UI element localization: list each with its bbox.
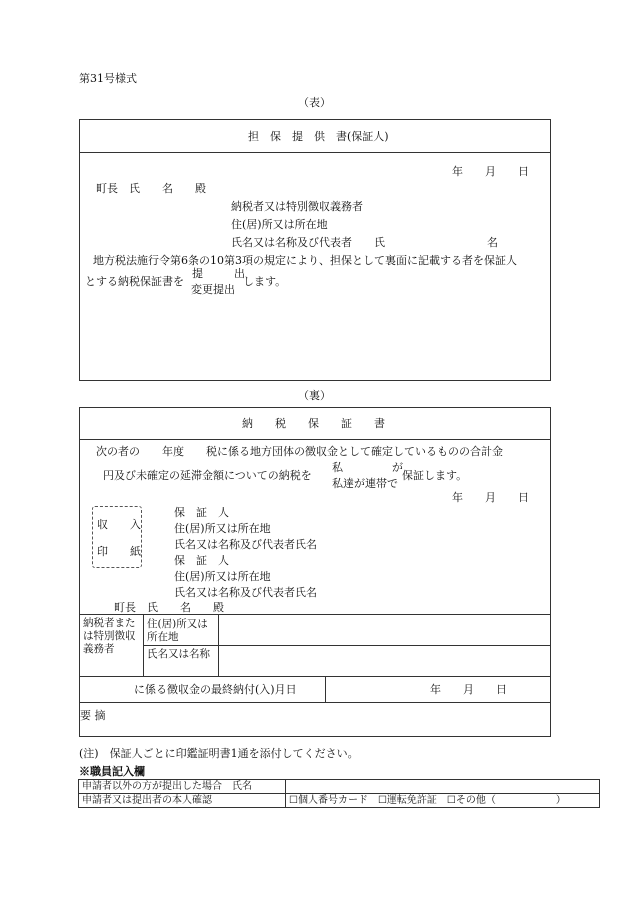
staff-row1-value[interactable] (286, 780, 600, 794)
staff-heading: ※職員記入欄 (79, 765, 145, 778)
final-payment-divider (325, 676, 326, 702)
revenue-stamp-label-2: 印 紙 (97, 545, 141, 558)
back-choice-top-left: 私 (332, 461, 343, 474)
front-body-line2-post: します。 (243, 275, 287, 288)
staff-row-2 (79, 794, 600, 808)
revenue-stamp-label-1: 収 入 (97, 518, 141, 531)
grid-bottom-line (79, 676, 551, 677)
back-date: 年 月 日 (452, 491, 529, 504)
front-addressee: 町長 氏 名 殿 (96, 182, 206, 195)
front-choice-top1: 提 (192, 267, 203, 280)
front-title: 担 保 提 供 書(保証人) (248, 130, 389, 143)
front-address-label: 住(居)所又は所在地 (231, 218, 328, 231)
back-addressee: 町長 氏 名 殿 (114, 601, 224, 614)
staff-row1-label: 申請者以外の方が提出した場合 氏名 (79, 780, 286, 794)
front-name-label: 氏名又は名称及び代表者 氏 (231, 236, 385, 249)
guarantor1-name: 氏名又は名称及び代表者氏名 (174, 538, 317, 551)
front-choice-top2: 出 (234, 267, 245, 280)
guarantor2-address: 住(居)所又は所在地 (174, 570, 271, 583)
back-side-label: （裏） (298, 389, 331, 402)
back-choice-top-right: が (392, 461, 403, 474)
grid-mid-line (143, 645, 551, 646)
back-title-divider (79, 439, 551, 440)
grid-vline-1 (143, 614, 144, 676)
front-name-suffix: 名 (487, 236, 498, 249)
final-payment-date: 年 月 日 (430, 683, 507, 696)
final-payment-bottom-line (79, 702, 551, 703)
grid-vline-2 (218, 614, 219, 676)
front-title-divider (79, 152, 551, 153)
front-taxpayer-label: 納税者又は特別徴収義務者 (231, 200, 363, 213)
guarantor2-name: 氏名又は名称及び代表者氏名 (174, 586, 317, 599)
front-body-line1: 地方税法施行令第6条の10第3項の規定により、担保として裏面に記載する者を保証人 (93, 254, 517, 267)
back-line2-post: 保証します。 (402, 469, 468, 482)
guarantor2-title: 保 証 人 (174, 554, 229, 567)
staff-row2-label: 申請者又は提出者の本人確認 (79, 794, 286, 808)
name-cell: 氏名又は名称 (147, 648, 210, 660)
guarantor1-address: 住(居)所又は所在地 (174, 522, 271, 535)
revenue-stamp-box (92, 506, 142, 568)
front-side-label: （表） (298, 96, 331, 109)
address-cell: 住(居)所又は所在地 (147, 618, 208, 643)
form-number: 第31号様式 (79, 72, 137, 85)
grid-top-line (79, 614, 551, 615)
staff-row2-options[interactable]: ☐個人番号カード ☐運転免許証 ☐その他（ ） (286, 794, 600, 808)
note: (注) 保証人ごとに印鑑証明書1通を添付してください。 (79, 747, 359, 760)
staff-table (78, 779, 600, 808)
front-choice-bottom: 変更提出 (191, 283, 235, 296)
front-form-box (79, 119, 551, 381)
back-title: 納 税 保 証 書 (242, 417, 385, 430)
front-date: 年 月 日 (452, 165, 529, 178)
staff-row-1 (79, 780, 600, 794)
back-line2-pre: 円及び未確定の延滞金額についての納税を (103, 469, 312, 482)
back-choice-bottom: 私達が連帯で (332, 477, 398, 490)
summary-label: 要 摘 (80, 709, 106, 722)
final-payment-label: に係る徴収金の最終納付(入)月日 (134, 683, 297, 696)
front-body-line2-pre: とする納税保証書を (85, 275, 184, 288)
taxpayer-cell: 納税者または特別徴収義務者 (83, 617, 136, 655)
back-line1: 次の者の 年度 税に係る地方団体の徴収金として確定しているものの合計金 (96, 445, 503, 458)
guarantor1-title: 保 証 人 (174, 506, 229, 519)
